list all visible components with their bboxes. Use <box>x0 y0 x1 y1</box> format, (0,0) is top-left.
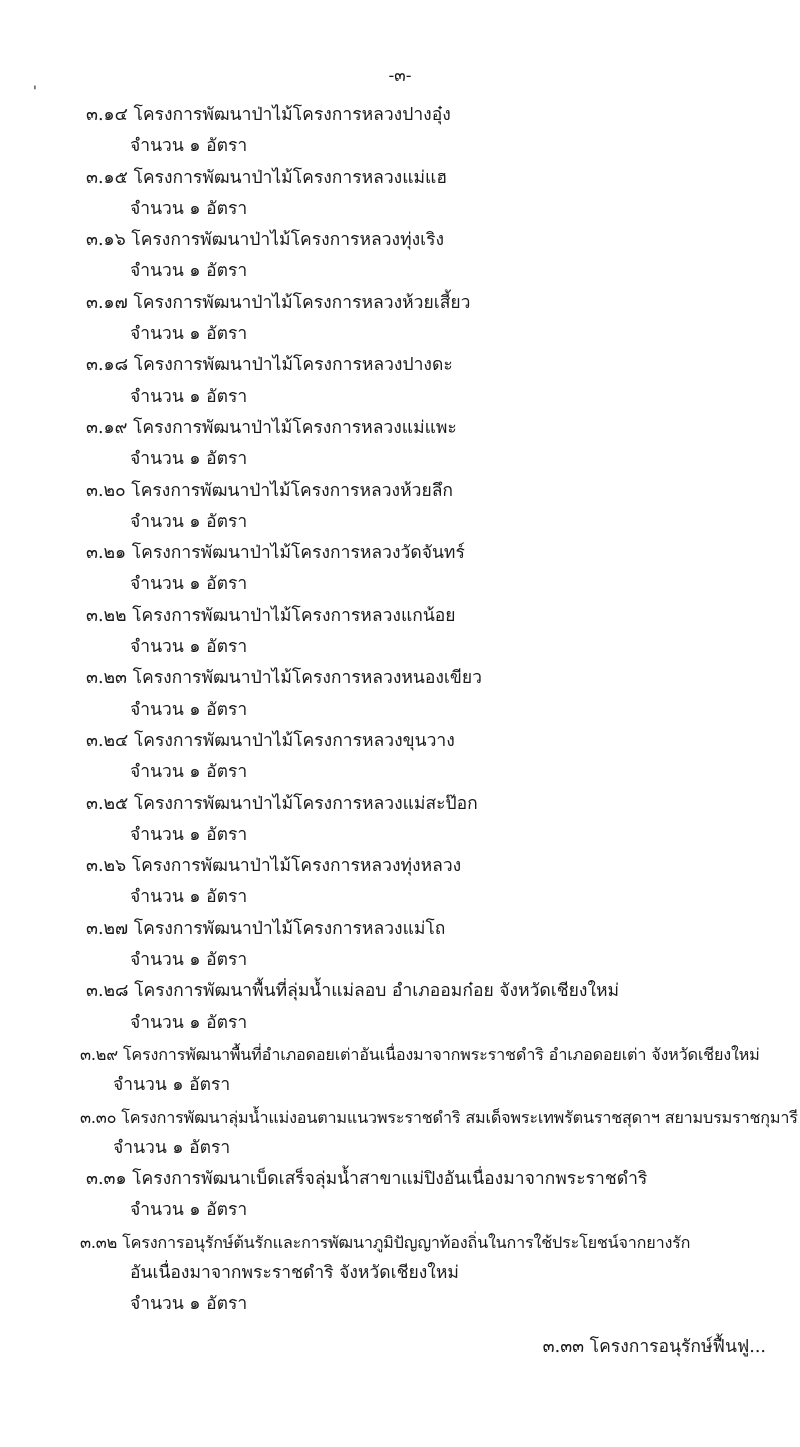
item-count: จำนวน ๑ อัตรา <box>130 637 248 658</box>
item-title: ๓.๑๕ โครงการพัฒนาป่าไม้โครงการหลวงแม่แฮ <box>86 167 447 188</box>
item-title: ๓.๑๘ โครงการพัฒนาป่าไม้โครงการหลวงปางดะ <box>86 355 453 376</box>
item-count: จำนวน ๑ อัตรา <box>130 511 248 532</box>
list-item <box>0 100 800 163</box>
item-title: ๓.๑๗ โครงการพัฒนาป่าไม้โครงการหลวงห้วยเสี้ยว <box>86 292 471 313</box>
item-title: ๓.๒๐ โครงการพัฒนาป่าไม้โครงการหลวงห้วยลึก <box>86 480 454 501</box>
list-item <box>0 1227 800 1321</box>
item-count: จำนวน ๑ อัตรา <box>130 386 248 407</box>
list-item <box>0 663 800 726</box>
list-item <box>0 601 800 664</box>
next-page-reference: ๓.๓๓ โครงการอนุรักษ์ฟื้นฟู... <box>542 1337 766 1357</box>
item-count: จำนวน ๑ อัตรา <box>130 1012 248 1033</box>
list-item <box>0 976 800 1039</box>
item-count: จำนวน ๑ อัตรา <box>130 762 248 783</box>
list-item <box>0 1102 800 1165</box>
stray-mark: ' <box>33 84 37 100</box>
item-count: จำนวน ๑ อัตรา <box>130 324 248 345</box>
page-number: -๓- <box>388 66 412 86</box>
item-title: ๓.๑๖ โครงการพัฒนาป่าไม้โครงการหลวงทุ่งเริง <box>86 230 445 251</box>
list-item <box>0 413 800 476</box>
position-list <box>0 100 800 1321</box>
list-item <box>0 1039 800 1102</box>
item-title: ๓.๑๔ โครงการพัฒนาป่าไม้โครงการหลวงปางอุ๋ง <box>86 105 451 125</box>
item-title-continuation: อันเนื่องมาจากพระราชดำริ จังหวัดเชียงใหม่ <box>130 1262 459 1283</box>
item-title: ๓.๒๒ โครงการพัฒนาป่าไม้โครงการหลวงแกน้อย <box>86 605 456 626</box>
item-title: ๓.๒๙ โครงการพัฒนาพื้นที่อำเภอดอยเต่าอันเนื่องมาจากพระราชดำริ อำเภอดอยเต่า จังหวัดเชียงใหม่ <box>80 1044 760 1064</box>
item-title: ๓.๓๒ โครงการอนุรักษ์ต้นรักและการพัฒนาภูมิปัญญาท้องถิ่นในการใช้ประโยชน์จากยางรัก <box>80 1232 691 1252</box>
item-count: จำนวน ๑ อัตรา <box>130 574 248 595</box>
list-item <box>0 789 800 852</box>
item-title: ๓.๓๑ โครงการพัฒนาเบ็ดเสร็จลุ่มน้ำสาขาแม่ปิงอันเนื่องมาจากพระราชดำริ <box>86 1169 648 1190</box>
item-count: จำนวน ๑ อัตรา <box>130 950 248 971</box>
list-item <box>0 914 800 977</box>
item-count: จำนวน ๑ อัตรา <box>130 1294 248 1315</box>
item-title: ๓.๒๖ โครงการพัฒนาป่าไม้โครงการหลวงทุ่งหลวง <box>86 856 462 877</box>
item-title: ๓.๑๙ โครงการพัฒนาป่าไม้โครงการหลวงแม่แพะ <box>86 417 457 438</box>
item-count: จำนวน ๑ อัตรา <box>130 887 248 908</box>
item-title: ๓.๒๗ โครงการพัฒนาป่าไม้โครงการหลวงแม่โถ <box>86 918 446 939</box>
item-count: จำนวน ๑ อัตรา <box>130 198 248 219</box>
list-item <box>0 163 800 226</box>
list-item <box>0 225 800 288</box>
item-count: จำนวน ๑ อัตรา <box>130 1200 248 1221</box>
item-count: จำนวน ๑ อัตรา <box>130 261 248 282</box>
item-count: จำนวน ๑ อัตรา <box>113 1137 231 1158</box>
item-count: จำนวน ๑ อัตรา <box>130 824 248 845</box>
list-item <box>0 851 800 914</box>
item-title: ๓.๒๔ โครงการพัฒนาป่าไม้โครงการหลวงขุนวาง <box>86 730 455 751</box>
item-title: ๓.๒๓ โครงการพัฒนาป่าไม้โครงการหลวงหนองเขียว <box>86 668 482 689</box>
item-count: จำนวน ๑ อัตรา <box>130 449 248 470</box>
item-title: ๓.๒๕ โครงการพัฒนาป่าไม้โครงการหลวงแม่สะป๊อก <box>86 793 478 814</box>
list-item <box>0 476 800 539</box>
item-count: จำนวน ๑ อัตรา <box>113 1075 231 1096</box>
list-item <box>0 1164 800 1227</box>
item-count: จำนวน ๑ อัตรา <box>130 136 248 157</box>
list-item <box>0 726 800 789</box>
item-title: ๓.๒๑ โครงการพัฒนาป่าไม้โครงการหลวงวัดจันทร์ <box>86 543 465 564</box>
list-item <box>0 538 800 601</box>
list-item <box>0 350 800 413</box>
item-title: ๓.๒๘ โครงการพัฒนาพื้นที่ลุ่มน้ำแม่ลอบ อำเภออมก๋อย จังหวัดเชียงใหม่ <box>86 981 620 1002</box>
item-title: ๓.๓๐ โครงการพัฒนาลุ่มน้ำแม่งอนตามแนวพระราชดำริ สมเด็จพระเทพรัตนราชสุดาฯ สยามบรมราชกุมารี <box>80 1107 798 1127</box>
item-count: จำนวน ๑ อัตรา <box>130 699 248 720</box>
list-item <box>0 288 800 351</box>
